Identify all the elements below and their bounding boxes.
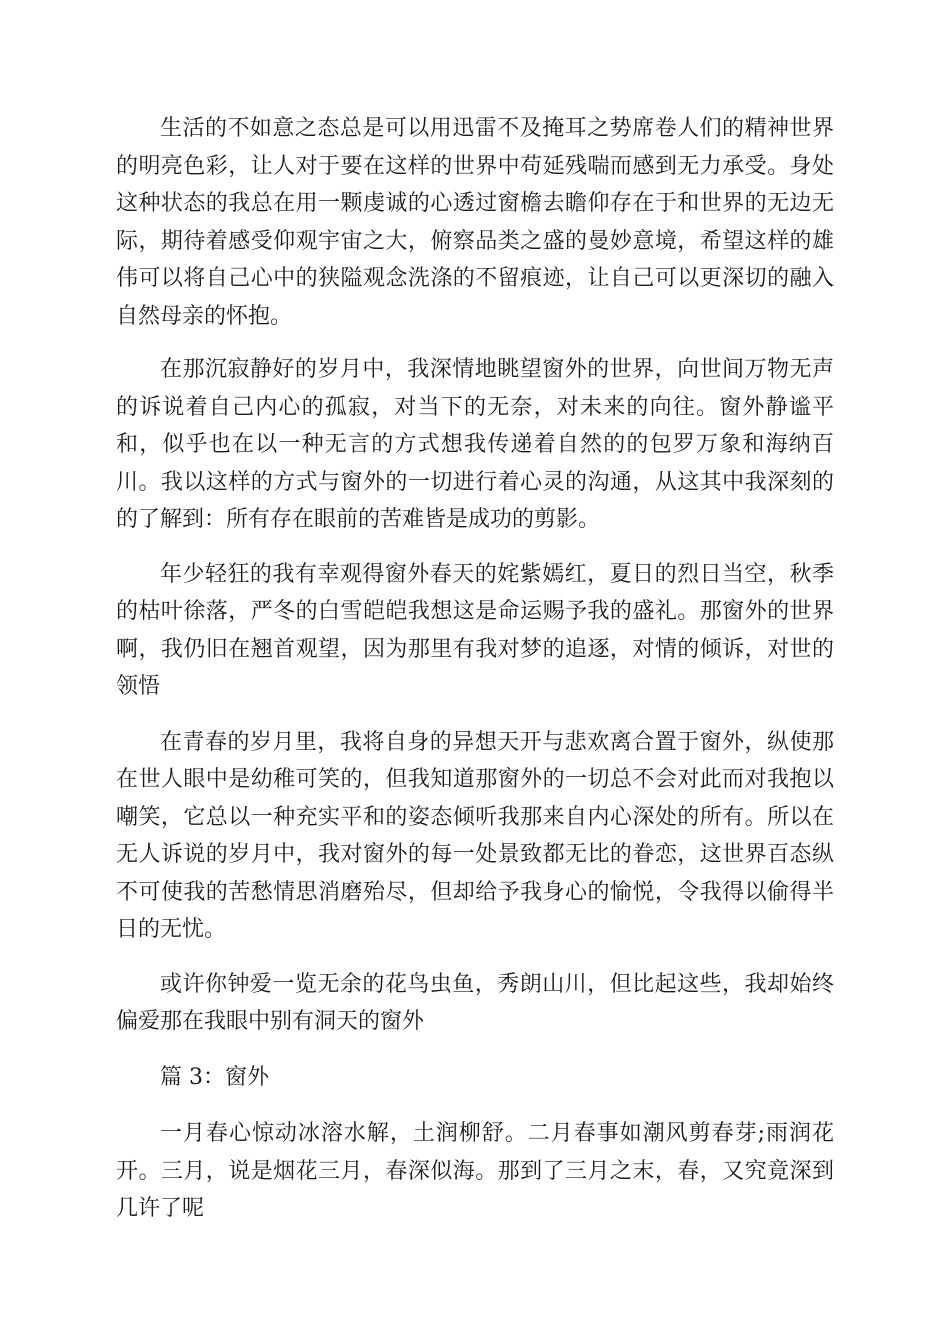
paragraph-6: 一月春心惊动冰溶水解，土润柳舒。二月春事如潮风剪春芽;雨润花开。三月，说是烟花三月，春深似海。那到了三月之末，春，又究竟深到几许了呢: [116, 1121, 834, 1221]
paragraph-4: 在青春的岁月里，我将自身的异想天开与悲欢离合置于窗外，纵使那在世人眼中是幼稚可笑的，但我知道那窗外的一切总不会对此而对我抱以嘲笑，它总以一种充实平和的姿态倾听我那来自内心深处的所有。所以在无人诉说的岁月中，我对窗外的每一处景致都无比的眷恋，这世界百态纵不可使我的苦愁情思消磨殆尽，但却给予我身心的愉悦，令我得以偷得半日的无忧。: [116, 729, 834, 942]
section-heading: 篇 3：窗外: [160, 1064, 269, 1090]
document-page: [116, 110, 834, 1228]
paragraph-1: 生活的不如意之态总是可以用迅雷不及掩耳之势席卷人们的精神世界的明亮色彩，让人对于要在这样的世界中苟延残喘而感到无力承受。身处这种状态的我总在用一颗虔诚的心透过窗檐去瞻仰存在于和世界的无边无际，期待着感受仰观宇宙之大，俯察品类之盛的曼妙意境，希望这样的雄伟可以将自己心中的狭隘观念洗涤的不留痕迹，让自己可以更深切的融入自然母亲的怀抱。: [116, 116, 834, 329]
paragraph-2: 在那沉寂静好的岁月中，我深情地眺望窗外的世界，向世间万物无声的诉说着自己内心的孤寂，对当下的无奈，对未来的向往。窗外静谧平和，似乎也在以一种无言的方式想我传递着自然的的包罗万象和海纳百川。我以这样的方式与窗外的一切进行着心灵的沟通，从这其中我深刻的的了解到：所有存在眼前的苦难皆是成功的剪影。: [116, 357, 834, 532]
paragraph-3: 年少轻狂的我有幸观得窗外春天的姹紫嫣红，夏日的烈日当空，秋季的枯叶徐落，严冬的白雪皑皑我想这是命运赐予我的盛礼。那窗外的世界啊，我仍旧在翘首观望，因为那里有我对梦的追逐，对情的倾诉，对世的领悟: [116, 561, 834, 699]
paragraph-5: 或许你钟爱一览无余的花鸟虫鱼，秀朗山川，但比起这些，我却始终偏爱那在我眼中别有洞天的窗外: [116, 971, 834, 1034]
